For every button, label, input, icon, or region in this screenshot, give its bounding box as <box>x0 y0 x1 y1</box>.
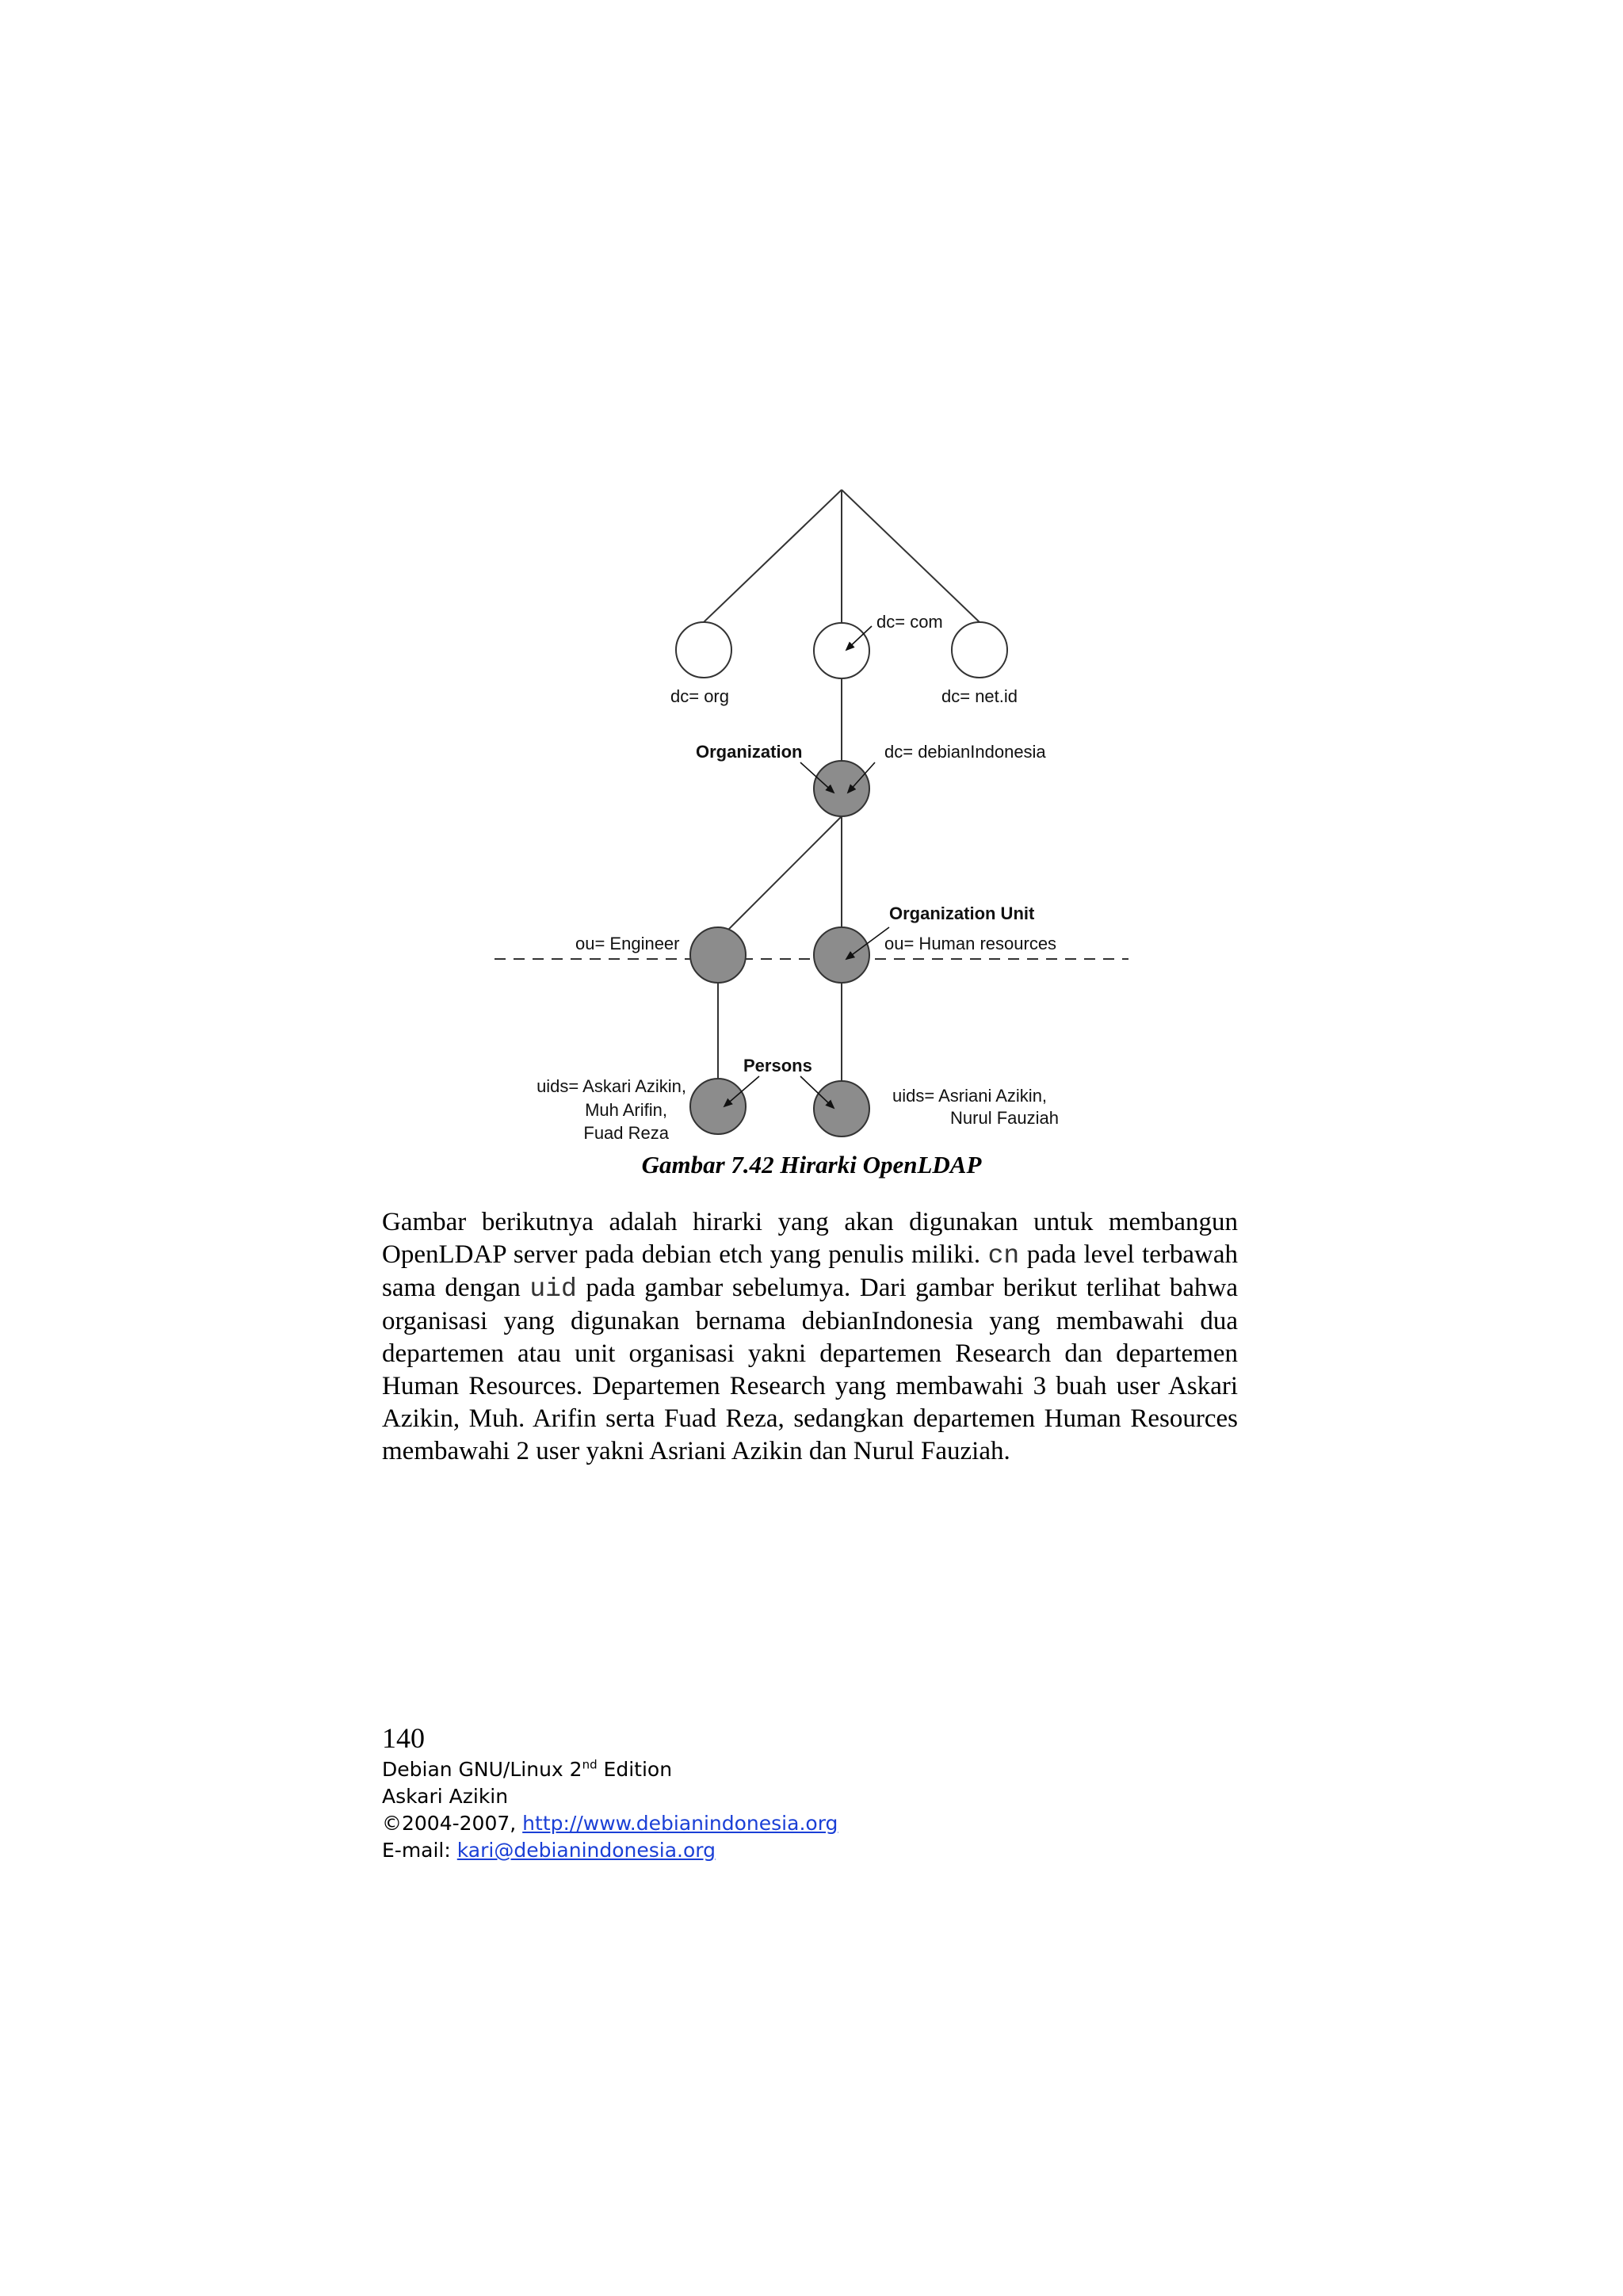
edge-root-org <box>704 490 842 622</box>
figure-caption: Gambar 7.42 Hirarki OpenLDAP <box>641 1151 982 1179</box>
code-uid: uid <box>529 1274 577 1304</box>
edge-root-netid <box>842 490 980 622</box>
label-ou-human-resources: ou= Human resources <box>884 934 1057 953</box>
node-uids-human-resources <box>814 1081 869 1137</box>
paragraph-text-1: Gambar berikutnya adalah hirarki yang akan digunakan untuk membangun OpenLDAP server pada debian etch yang penulis miliki. <box>382 1208 1238 1269</box>
label-dc-debianindonesia: dc= debianIndonesia <box>884 742 1046 762</box>
label-uids-left-2: Muh Arifin, <box>585 1100 667 1120</box>
node-dc-com <box>814 623 869 678</box>
node-dc-org <box>676 622 731 678</box>
footer-email <box>382 1837 838 1864</box>
node-ou-human-resources <box>814 927 869 983</box>
copyright-text: ©2004-2007, <box>382 1812 523 1835</box>
book-title-text: Debian GNU/Linux 2 <box>382 1758 582 1781</box>
page-footer <box>382 1756 838 1864</box>
label-uids-right-2: Nurul Fauziah <box>950 1108 1059 1128</box>
email-link[interactable]: kari@debianindonesia.org <box>456 1839 716 1862</box>
label-uids-right-1: uids= Asriani Azikin, <box>892 1086 1048 1106</box>
body-paragraph <box>382 1206 1238 1468</box>
label-arrows <box>724 626 889 1108</box>
label-dc-org: dc= org <box>670 686 729 706</box>
label-uids-left-1: uids= Askari Azikin, <box>537 1076 686 1096</box>
node-dc-debianindonesia <box>814 761 869 816</box>
label-persons: Persons <box>743 1056 812 1075</box>
edge-debian-engineer <box>720 816 842 938</box>
label-uids-left-3: Fuad Reza <box>583 1123 669 1143</box>
label-dc-com: dc= com <box>876 612 943 632</box>
node-dc-netid <box>952 622 1007 678</box>
paragraph-text-2: pada level terbawah sama dengan <box>382 1240 1239 1302</box>
book-title-edition: Edition <box>597 1758 673 1781</box>
paragraph-text-3: pada gambar sebelumya. Dari gambar berikut terlihat bahwa organisasi yang digunakan bernama debianIndonesia yang membawahi dua departemen atau unit organisasi yakni departemen Research dan departemen Human Resources. Departemen Research yang membawahi 3 buah user Askari Azikin, Muh. Arifin serta Fuad Reza, sedangkan departemen Human Resources membawahi 2 user yakni Asriani Azikin dan Nurul Fauziah. <box>382 1274 1238 1465</box>
label-dc-netid: dc= net.id <box>941 686 1018 706</box>
label-ou-engineer: ou= Engineer <box>575 934 680 953</box>
book-title-superscript: nd <box>582 1757 598 1772</box>
website-link[interactable]: http://www.debianindonesia.org <box>522 1812 838 1835</box>
code-cn: cn <box>987 1241 1020 1270</box>
node-ou-engineer <box>690 927 746 983</box>
page-number: 140 <box>382 1722 425 1754</box>
email-label: E-mail: <box>382 1839 457 1862</box>
footer-book-title <box>382 1756 838 1783</box>
footer-copyright <box>382 1810 838 1837</box>
node-uids-engineer <box>690 1079 746 1134</box>
footer-author: Askari Azikin <box>382 1785 509 1808</box>
label-organization-unit: Organization Unit <box>889 904 1035 923</box>
label-organization: Organization <box>696 742 803 762</box>
